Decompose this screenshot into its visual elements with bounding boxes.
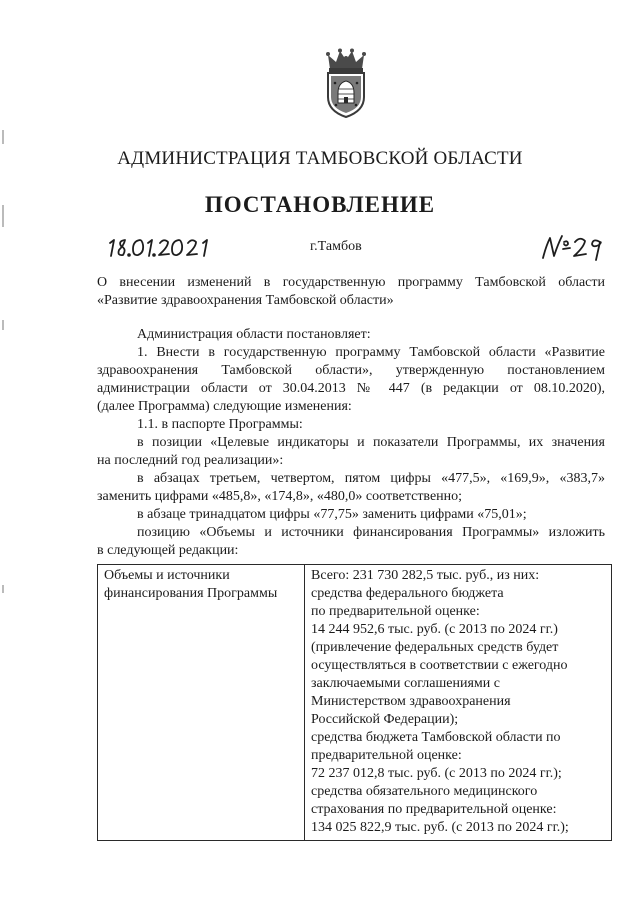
organization-title: АДМИНИСТРАЦИЯ ТАМБОВСКОЙ ОБЛАСТИ	[117, 148, 523, 169]
table-cell-line: заключаемыми соглашениями с	[311, 676, 500, 691]
table-cell-line: 134 025 822,9 тыс. руб. (с 2013 по 2024 гг.);	[311, 820, 569, 835]
table-row	[98, 565, 612, 841]
scan-mark	[2, 585, 4, 593]
body-paragraph: 1.1. в паспорте Программы:	[137, 417, 303, 432]
body-paragraph: (далее Программа) следующие изменения:	[97, 399, 352, 414]
scan-mark	[2, 320, 4, 330]
subject-line: «Развитие здравоохранения Тамбовской области»	[97, 293, 394, 308]
city-name: г.Тамбов	[310, 239, 362, 254]
body-paragraph: 1. Внести в государственную программу Тамбовской области «Развитие	[137, 345, 605, 360]
body-paragraph: здравоохранения Тамбовской области», утвержденную постановлением	[97, 363, 605, 378]
body-paragraph: позицию «Объемы и источники финансирования Программы» изложить	[137, 525, 605, 540]
subject-line: О внесении изменений в государственную программу Тамбовской области	[97, 275, 605, 290]
table-cell-line: финансирования Программы	[104, 586, 278, 601]
table-cell-value	[305, 565, 612, 841]
table-cell-line: Российской Федерации);	[311, 712, 459, 727]
handwritten-number-signature	[540, 232, 606, 262]
table-cell-line: средства обязательного медицинского	[311, 784, 538, 799]
table-cell-line: страхования по предварительной оценке:	[311, 802, 557, 817]
table-cell-line: средства бюджета Тамбовской области по	[311, 730, 561, 745]
table-cell-line: Объемы и источники	[104, 568, 230, 583]
table-cell-line: средства федерального бюджета	[311, 586, 504, 601]
body-paragraph: в абзацах третьем, четвертом, пятом цифры «477,5», «169,9», «383,7»	[137, 471, 605, 486]
body-paragraph: Администрация области постановляет:	[137, 327, 371, 342]
body-paragraph: в абзаце тринадцатом цифры «77,75» заменить цифрами «75,01»;	[137, 507, 527, 522]
table-cell-line: Министерством здравоохранения	[311, 694, 511, 709]
document-type-title: ПОСТАНОВЛЕНИЕ	[204, 192, 436, 217]
body-paragraph: на последний год реализации»:	[97, 453, 284, 468]
table-cell-line: предварительной оценке:	[311, 748, 462, 763]
body-paragraph: заменить цифрами «485,8», «174,8», «480,0» соответственно;	[97, 489, 463, 504]
decree-body	[97, 326, 605, 560]
table-cell-line: осуществляться в соответствии с ежегодно	[311, 658, 568, 673]
body-paragraph: в следующей редакции:	[97, 543, 239, 558]
decree-subject	[97, 274, 605, 310]
table-cell-line: по предварительной оценке:	[311, 604, 480, 619]
coat-of-arms-emblem	[322, 47, 370, 119]
body-paragraph: администрации области от 30.04.2013 № 447 (в редакции от 08.10.2020),	[97, 381, 605, 396]
table-cell-line: 72 237 012,8 тыс. руб. (с 2013 по 2024 гг.);	[311, 766, 562, 781]
scan-mark	[2, 205, 4, 227]
body-paragraph: в позиции «Целевые индикаторы и показатели Программы, их значения	[137, 435, 605, 450]
scan-mark	[2, 130, 4, 144]
table-cell-line: 14 244 952,6 тыс. руб. (с 2013 по 2024 гг.)	[311, 622, 558, 637]
financing-table	[97, 564, 612, 841]
table-cell-label	[98, 565, 305, 841]
table-cell-line: (привлечение федеральных средств будет	[311, 640, 559, 655]
table-cell-line: Всего: 231 730 282,5 тыс. руб., из них:	[311, 568, 540, 583]
handwritten-date-signature	[104, 234, 224, 260]
